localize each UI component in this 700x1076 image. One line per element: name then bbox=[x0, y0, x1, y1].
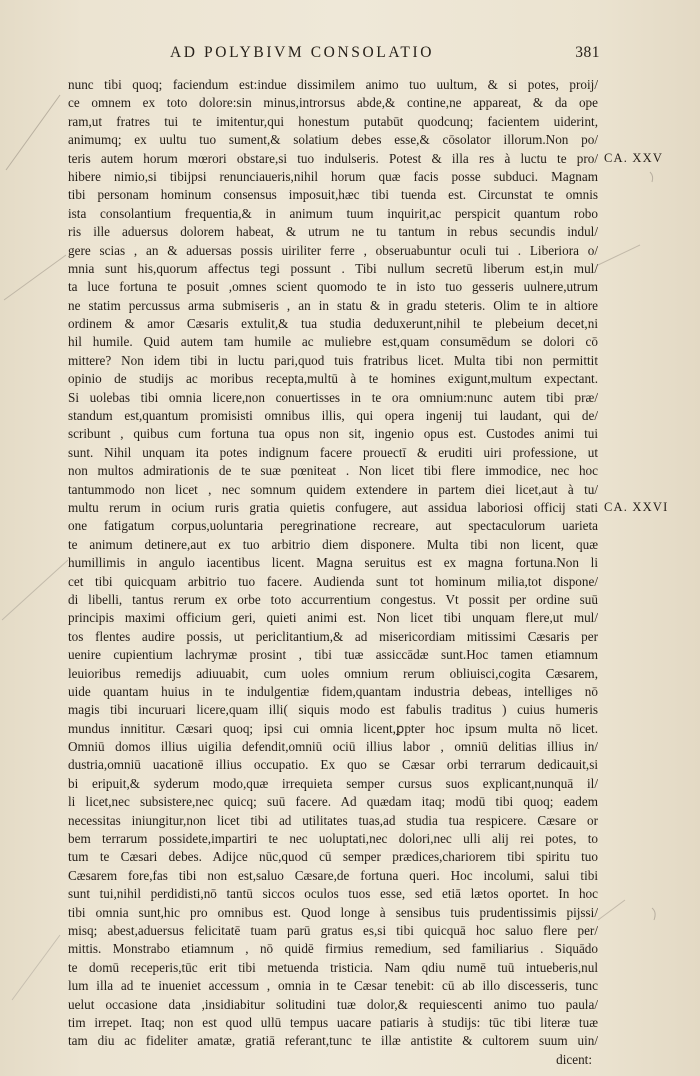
text-line: humillimis in angulo iacentibus licent. Magna seruitus est ex magna fortuna.Non li bbox=[68, 555, 598, 571]
text-line: uelut occasione data ,insidiabitur solitudini tuæ dolor,& requiescenti animo tuo paula/ bbox=[68, 996, 598, 1012]
text-line: te animum detinere,aut ex tuo arbitrio diem disponere. Multa tibi non licent, quæ bbox=[68, 536, 598, 552]
text-line: uenire cupientium lachrymæ prosint , tibi tuæ assiccādæ sunt.Hoc tamen etiamnum bbox=[68, 647, 598, 663]
running-title: AD POLYBIVM CONSOLATIO bbox=[170, 44, 435, 61]
text-line: tantummodo non licet , nec somnum quidem extendere in partem diei licet,aut à tu/ bbox=[68, 481, 598, 497]
text-line: scribunt , quibus cum fortuna tua opus non sit, ingenio opus est. Custodes animi tui bbox=[68, 426, 598, 442]
text-line: nunc tibi quoq; faciendum est:indue dissimilem animo tuo uultum, & si potes, proij/ bbox=[68, 77, 598, 92]
text-line: hibere nimio,si tibijpsi renunciaueris,nihil horum quæ facis posse subduci. Magnam bbox=[68, 168, 598, 184]
text-line: uide quantam huius in te indulgentiæ fidem,quantam industria debeas, intelliges nō bbox=[68, 683, 598, 699]
text-line: tibi personam hominum consensus imposuit,hæc tibi tuenda est. Circunstat te omnis bbox=[68, 187, 598, 203]
text-line: teris autem horum mœrori obstare,si tuo indulseris. Potest & illa res à luctu te pro/ bbox=[68, 150, 598, 166]
page-number: 381 bbox=[575, 44, 600, 61]
text-line: hil humile. Quid autem tam humile ac muliebre est,quam consumēdum se dolori cō bbox=[68, 334, 598, 350]
text-line: lum illa ad te inueniet accessum , omnia in te Cæsar tenebit: cū ab illo discesseris, tunc bbox=[68, 978, 598, 994]
pencil-stroke bbox=[598, 900, 625, 920]
text-line: sunt. Nihil unquam ita potes indignum facere prouectī & eruditi uiri professione, ut bbox=[68, 444, 598, 460]
text-line: misq; abest,aduersus felicitatē tuam parū gratus es,si tibi quicquā hoc saluo flere per/ bbox=[68, 922, 598, 938]
pencil-stroke bbox=[2, 560, 68, 620]
text-line: ordinem & amor Cæsaris extulit,& tua studia deduxerunt,nihil te plebeium decet,ni bbox=[68, 316, 598, 332]
text-line: tum te Cæsari debes. Adijce nūc,quod cū semper prædices,chariorem tibi spiritu tuo bbox=[68, 849, 598, 865]
text-line: one fatigatum corpus,uoluntaria peregrinatione recreare, aut spectaculorum uarieta bbox=[68, 518, 598, 534]
text-line: Si uolebas tibi omnia licere,non conuertisses in te ora omnium:nunc autem tibi præ/ bbox=[68, 389, 598, 405]
text-line: bem terrarum possidete,impartiri te nec uoluptati,nec dolori,nec ulli alij rei potes, to bbox=[68, 831, 598, 847]
text-line: magis tibi incuruari licere,quam illi( siquis modo est fabulis traditus ) cuius humeris bbox=[68, 702, 598, 718]
running-head bbox=[170, 44, 600, 66]
text-line: ta luce fortuna te posuit ,omnes scient quomodo te in isto tuo gesseris uulnere,utrum bbox=[68, 279, 598, 295]
text-line: tam diu ac fideliter amatæ, gratiā referant,tunc te illæ antistite & cultorem suum uin/ bbox=[68, 1033, 598, 1049]
pencil-bracket bbox=[650, 172, 653, 182]
text-line: multu rerum in ocium ruris gratia quietis confugere, aut assidua laboriosi officij stati bbox=[68, 499, 598, 515]
text-block bbox=[68, 76, 598, 1069]
text-line: bi eripuit,& syderum modo,quæ irrequieta semper cursus suos explicant,nunquā il/ bbox=[68, 775, 598, 791]
chapter-marker: CA. XXV bbox=[604, 150, 664, 165]
text-line: di libelli, tantus rerum ex orbe toto accurrentium congestus. Vt possit per ordine suū bbox=[68, 591, 598, 607]
text-line: Omniū domos illius uigilia defendit,omniū ociū illius labor , omniū delitias illius in/ bbox=[68, 739, 598, 755]
pencil-stroke bbox=[598, 245, 640, 265]
text-line: ce omnem ex toto dolore:sin minus,introrsus abde,& contine,ne appareat, & da ope bbox=[68, 95, 598, 111]
text-line: li licet,nec subsistere,nec quicq; suū facere. Ad quædam itaq; modū tibi quoq; eadem bbox=[68, 794, 598, 810]
text-line: leuioribus remedijs adiuuabit, cum uoles omnium rerum obliuisci,cogita Cæsarem, bbox=[68, 665, 598, 681]
text-line: mittis. Monstrabo etiamnum , nō quidē firmius remedium, sed familiarius . Siquādo bbox=[68, 941, 598, 957]
text-line: Cæsarem fore,fas tibi non est,saluo Cæsare,de fortuna queri. Hoc incolumi, salui tibi bbox=[68, 867, 598, 883]
text-line: principis maximi officium geri, quieti animi est. Non licet tibi unquam flere,ut mul/ bbox=[68, 610, 598, 626]
pencil-bracket bbox=[652, 908, 655, 920]
text-line: mittere? Non idem tibi in luctu pari,quod tuis fratribus licet. Multa tibi non permittit bbox=[68, 352, 598, 368]
text-line: tos flentes audire possis, ut periclitantium,& ad misericordiam mitissimi Cæsaris per bbox=[68, 628, 598, 644]
text-line: opinio de studijs ac moribus recepta,multū à te homines exigunt,multum expectant. bbox=[68, 371, 598, 387]
catchword: dicent: bbox=[556, 1051, 592, 1067]
pencil-stroke bbox=[6, 95, 60, 170]
text-line: tim irrepet. Itaq; non est quod ullū tempus uacare patiaris à studijs: tūc tibi literæ tuæ bbox=[68, 1014, 598, 1030]
text-line: cet tibi quicquam arbitrio tuo facere. Audienda sunt tot hominum milia,tot dispone/ bbox=[68, 573, 598, 589]
text-line: ris ille aduersus dolorem habeat, & utrum ne tu tantum in rebus secundis indul/ bbox=[68, 224, 598, 240]
text-line: gere scias , an & aduersas possis uiriliter ferre , obseruabuntur oculi tui . Liberiora o/ bbox=[68, 242, 598, 258]
text-line: te domū receperis,tūc erit tibi metuenda tristicia. Nam qdiu numē tuū intueberis,nul bbox=[68, 959, 598, 975]
text-line: necessitas iniungitur,non licet tibi ad utilitates tuas,ad studia tua respicere. Cæsare or bbox=[68, 812, 598, 828]
text-line: ne statim percussus arma submiseris , an in statu & in gradu steteris. Olim te in altiore bbox=[68, 297, 598, 313]
text-line: ista consolantium frequentia,& in animum tuum inquirit,ac perspicit quantum robo bbox=[68, 205, 598, 221]
text-line: dustria,omniū uacationē illius occupatio. Ex quo se Cæsar orbi terrarum dedicauit,si bbox=[68, 757, 598, 773]
pencil-stroke bbox=[4, 255, 66, 300]
text-line: mnia sunt his,quorum affectus tegi possunt . Tibi nullum secretū liberum est,in mul/ bbox=[68, 260, 598, 276]
text-line: non multos admirationis de te suæ pœniteat . Non licet tibi flere immodice, nec hoc bbox=[68, 463, 598, 479]
text-line: sunt tui,nihil perdidisti,nō tantū siccos oculos tuos esse, sed etiā lætos oportet. In hoc bbox=[68, 886, 598, 902]
text-line: animumq; ex uultu tuo sument,& solatium debes esse,& cōsolator illorum.Non po/ bbox=[68, 132, 598, 148]
pencil-stroke bbox=[12, 935, 60, 1000]
text-line: ram,ut fratres tui te imitentur,qui honestum putabūt quodcunq; facientem uiderint, bbox=[68, 113, 598, 129]
text-line: standum est,quantum promisisti omnibus illis, qui opera ingenij tui laudant, qui de/ bbox=[68, 408, 598, 424]
text-line: mundus innititur. Cæsari quoq; ipsi cui omnia licent,ꝑpter hoc ipsum multa nō licet. bbox=[68, 720, 598, 736]
text-line: tibi omnia sunt,hic pro omnibus est. Quod longe à sensibus tuis prudentissimis pijssi/ bbox=[68, 904, 598, 920]
chapter-marker: CA. XXVI bbox=[604, 500, 669, 515]
